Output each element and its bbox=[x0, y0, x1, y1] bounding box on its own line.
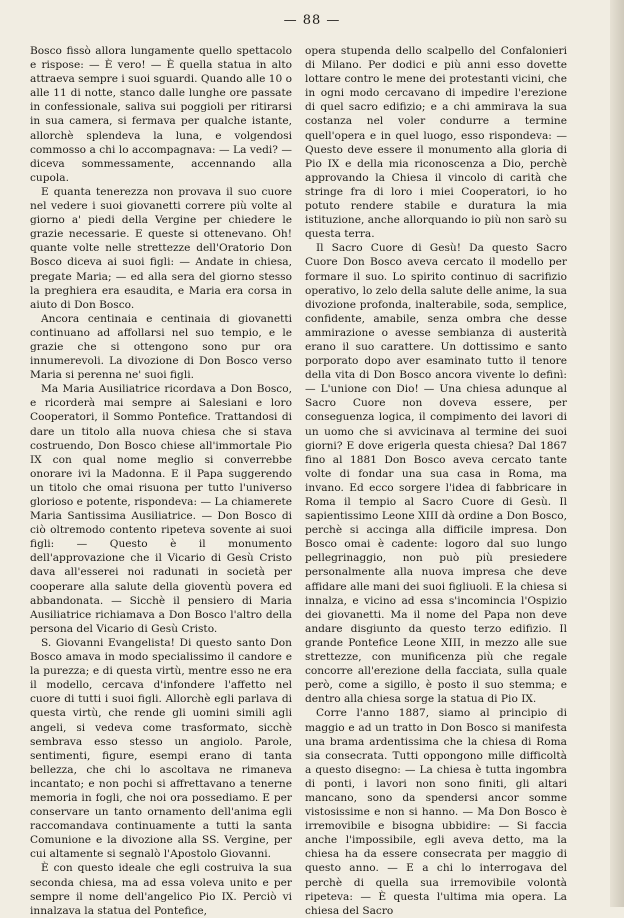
paragraph: Ma Maria Ausiliatrice ricordava a Don Bosco, e ricorderà mai sempre ai Salesiani e loro Cooperatori, il Sommo Pontefice. Trattandosi di dare un titolo alla nuova chiesa che si stava costruendo, Don Bosco chiese all'immortale Pio IX con qual nome meglio si converrebbe onorare ivi la Madonna. E il Papa suggerendo un titolo che omai risuona per tutto l'universo glorioso e potente, rispondeva: — La chiamerete Maria Santissima Ausiliatrice. — Don Bosco di ciò oltremodo contento ripeteva sovente ai suoi figli: — Questo è il monumento dell'approvazione che il Vicario di Gesù Cristo dava all'esserei noi radunati in società per cooperare alla salute della gioventù povera ed abbandonata. — Sicchè il pensiero di Maria Ausiliatrice richiamava a Don Bosco l'altro della persona del Vicario di Gesù Cristo. bbox=[30, 383, 292, 635]
paragraph: Bosco fissò allora lungamente quello spettacolo e rispose: — È vero! — È quella statua in alto attraeva sempre i suoi sguardi. Quando alle 10 o alle 11 di notte, stanco dalle lunghe ore passate in confessionale, saliva sui poggioli per ritirarsi in sua camera, si fermava per qualche istante, allorchè splendeva la luna, e volgendosi commosso a chi lo accompagnava: — La vedi? — diceva sommessamente, accennando alla cupola. bbox=[30, 45, 292, 184]
page-edge-shadow bbox=[610, 0, 624, 907]
page-number: — 88 — bbox=[283, 13, 341, 28]
paragraph: Ancora centinaia e centinaia di giovanetti continuano ad affollarsi nel suo tempio, e le grazie che si ottengono sono pur ora innumerevoli. La divozione di Don Bosco verso Maria si perenna ne' suoi figli. bbox=[30, 312, 292, 382]
right-column bbox=[305, 44, 567, 917]
paragraph: Il Sacro Cuore di Gesù! Da questo Sacro Cuore Don Bosco aveva cercato il modello per formare il suo. Lo spirito continuo di sacrifizio operativo, lo zelo della salute delle anime, la sua divozione profonda, inalterabile, soda, semplice, confidente, amabile, senza ombra che desse ammirazione o avesse sembianza di austerità erano il suo carattere. Un dottissimo e santo porporato dopo aver esaminato tutto il tenore della vita di Don Bosco ancora vivente lo definì: — L'unione con Dio! — Una chiesa adunque al Sacro Cuore non doveva essere, per conseguenza logica, il compimento dei lavori di un uomo che si avvicinava al termine dei suoi giorni? E dove erigerla questa chiesa? Dal 1867 fino al 1881 Don Bosco aveva cercato tante volte di fondar una sua casa in Roma, ma invano. Ed ecco sorgere l'idea di fabbricare in Roma il tempio al Sacro Cuore di Gesù. Il sapientissimo Leone XIII dà ordine a Don Bosco, perchè si accinga alla difficile impresa. Don Bosco omai è cadente: logoro dal suo lungo pellegrinaggio, non può più presiedere personalmente alla nuova impresa che deve affidare alle mani dei suoi figliuoli. E la chiesa si innalza, e vicino ad essa s'incomincia l'Ospizio dei giovanetti. Ma il nome del Papa non deve andare disgiunto da questo terzo edifizio. Il grande Pontefice Leone XIII, in mezzo alle sue strettezze, con munificenza più che regale concorre all'erezione della facciata, sulla quale però, come a sigillo, è posto il suo stemma; e dentro alla chiesa sorge la statua di Pio IX. bbox=[305, 242, 567, 706]
paragraph: E quanta tenerezza non provava il suo cuore nel vedere i suoi giovanetti correre più volte al giorno a' piedi della Vergine per chiedere le grazie necessarie. E queste si ottenevano. Oh! quante volte nelle strettezze dell'Oratorio Don Bosco diceva ai suoi figli: — Andate in chiesa, pregate Maria; — ed alla sera del giorno stesso la preghiera era esaudita, e Maria era corsa in aiuto di Don Bosco. bbox=[30, 185, 292, 311]
paragraph: S. Giovanni Evangelista! Di questo santo Don Bosco amava in modo specialissimo il candore e la purezza; e di questa virtù, mentre esso ne era il modello, cercava d'infondere l'affetto nel cuore di tutti i suoi figli. Allorchè egli parlava di questa virtù, che rende gli uomini simili agli angeli, si vedeva come trasformato, sicchè sembrava esso stesso un angiolo. Parole, sentimenti, figure, esempi erano di tanta bellezza, che chi lo ascoltava ne rimaneva incantato; e non pochi si affrettavano a tenerne memoria in fogli, che noi ora possediamo. E per conservare un tanto ornamento dell'anima egli raccomandava continuamente a tutti la santa Comunione e la divozione alla SS. Vergine, per cui altamente si segnalò l'Apostolo Giovanni. bbox=[30, 636, 292, 861]
paragraph: opera stupenda dello scalpello del Confalonieri di Milano. Per dodici e più anni esso dovette lottare contro le mene dei protestanti vicini, che in ogni modo cercavano di impedire l'erezione di quel sacro edifizio; e a chi ammirava la sua costanza nel voler condurre a termine quell'opera e in quel luogo, esso rispondeva: — Questo deve essere il monumento alla gloria di Pio IX e della mia riconoscenza a Dio, perchè approvando la Chiesa il vincolo di carità che stringe fra di loro i miei Cooperatori, io ho potuto rendere stabile e duratura la mia istituzione, anche allorquando io più non sarò su questa terra. bbox=[305, 45, 567, 241]
paragraph: Corre l'anno 1887, siamo al principio di maggio e ad un tratto in Don Bosco si manifesta una brama ardentissima che la chiesa di Roma sia consecrata. Tutti oppongono mille difficoltà a questo disegno: — La chiesa è tutta ingombra di ponti, i lavori non sono finiti, gli altari mancano, sono da spendersi ancor somme vistosissime e non si hanno. — Ma Don Bosco è irremovibile e bisogna ubbidire: — Si faccia anche l'impossibile, egli aveva detto, ma la chiesa ha da essere consecrata per maggio di questo anno. — E a chi lo interrogava del perchè di quella sua irremovibile volontà ripeteva: — È questa l'ultima mia opera. La chiesa del Sacro bbox=[305, 707, 567, 917]
paragraph: È con questo ideale che egli costruiva la sua seconda chiesa, ma ad essa voleva unito e per sempre il nome dell'angelico Pio IX. Perciò vi innalzava la statua del Pontefice, bbox=[30, 862, 292, 917]
left-column bbox=[30, 44, 292, 917]
